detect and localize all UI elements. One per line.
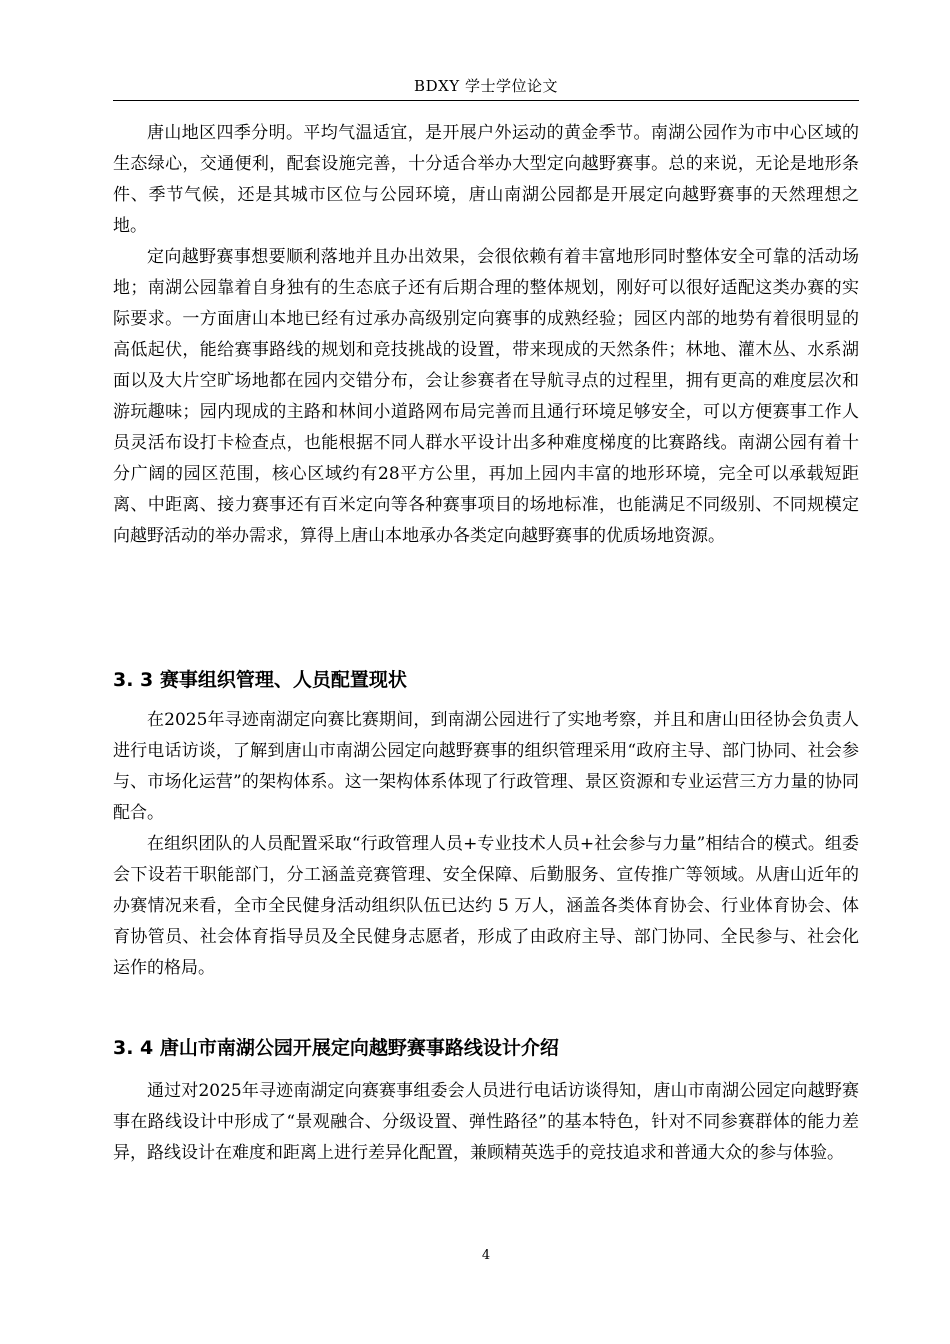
running-header: BDXY 学士学位论文 [414, 77, 558, 95]
section-3-3-text-block [113, 705, 859, 984]
section-heading-3-4: 3. 4 唐山市南湖公园开展定向越野赛事路线设计介绍 [113, 1037, 559, 1059]
body-paragraph: 通过对2025年寻迹南湖定向赛赛事组委会人员进行电话访谈得知，唐山市南湖公园定向越野赛事在路线设计中形成了“景观融合、分级设置、弹性路径”的基本特色，针对不同参赛群体的能力差异，路线设计在难度和距离上进行差异化配置，兼顾精英选手的竞技追求和普通大众的参与体验。 [113, 1081, 859, 1163]
section-3-4-text-block [113, 1076, 859, 1169]
body-paragraph: 唐山地区四季分明。平均气温适宜，是开展户外运动的黄金季节。南湖公园作为市中心区域的生态绿心，交通便利，配套设施完善，十分适合举办大型定向越野赛事。总的来说，无论是地形条件、季节气候，还是其城市区位与公园环境，唐山南湖公园都是开展定向越野赛事的天然理想之地。 [113, 123, 859, 236]
page-number: 4 [481, 1248, 491, 1263]
intro-text-block [113, 118, 859, 552]
header-rule [113, 100, 859, 101]
body-paragraph: 定向越野赛事想要顺利落地并且办出效果，会很依赖有着丰富地形同时整体安全可靠的活动场地；南湖公园靠着自身独有的生态底子还有后期合理的整体规划，刚好可以很好适配这类办赛的实际要求。一方面唐山本地已经有过承办高级别定向赛事的成熟经验；园区内部的地势有着很明显的高低起伏，能给赛事路线的规划和竞技挑战的设置，带来现成的天然条件；林地、灌木丛、水系湖面以及大片空旷场地都在园内交错分布，会让参赛者在导航寻点的过程里，拥有更高的难度层次和游玩趣味；园内现成的主路和林间小道路网布局完善而且通行环境足够安全，可以方便赛事工作人员灵活布设打卡检查点，也能根据不同人群水平设计出多种难度梯度的比赛路线。南湖公园有着十分广阔的园区范围，核心区域约有28平方公里，再加上园内丰富的地形环境，完全可以承载短距离、中距离、接力赛事还有百米定向等各种赛事项目的场地标准，也能满足不同级别、不同规模定向越野活动的举办需求，算得上唐山本地承办各类定向越野赛事的优质场地资源。 [113, 247, 859, 546]
body-paragraph: 在2025年寻迹南湖定向赛比赛期间，到南湖公园进行了实地考察，并且和唐山田径协会负责人进行电话访谈，了解到唐山市南湖公园定向越野赛事的组织管理采用“政府主导、部门协同、社会参与、市场化运营”的架构体系。这一架构体系体现了行政管理、景区资源和专业运营三方力量的协同配合。 [113, 710, 859, 823]
body-paragraph: 在组织团队的人员配置采取“行政管理人员+专业技术人员+社会参与力量”相结合的模式。组委会下设若干职能部门，分工涵盖竞赛管理、安全保障、后勤服务、宣传推广等领域。从唐山近年的办赛情况来看，全市全民健身活动组织队伍已达约 5 万人，涵盖各类体育协会、行业体育协会、体育协管员、社会体育指导员及全民健身志愿者，形成了由政府主导、部门协同、全民参与、社会化运作的格局。 [113, 834, 859, 978]
section-heading-3-3: 3. 3 赛事组织管理、人员配置现状 [113, 669, 407, 691]
